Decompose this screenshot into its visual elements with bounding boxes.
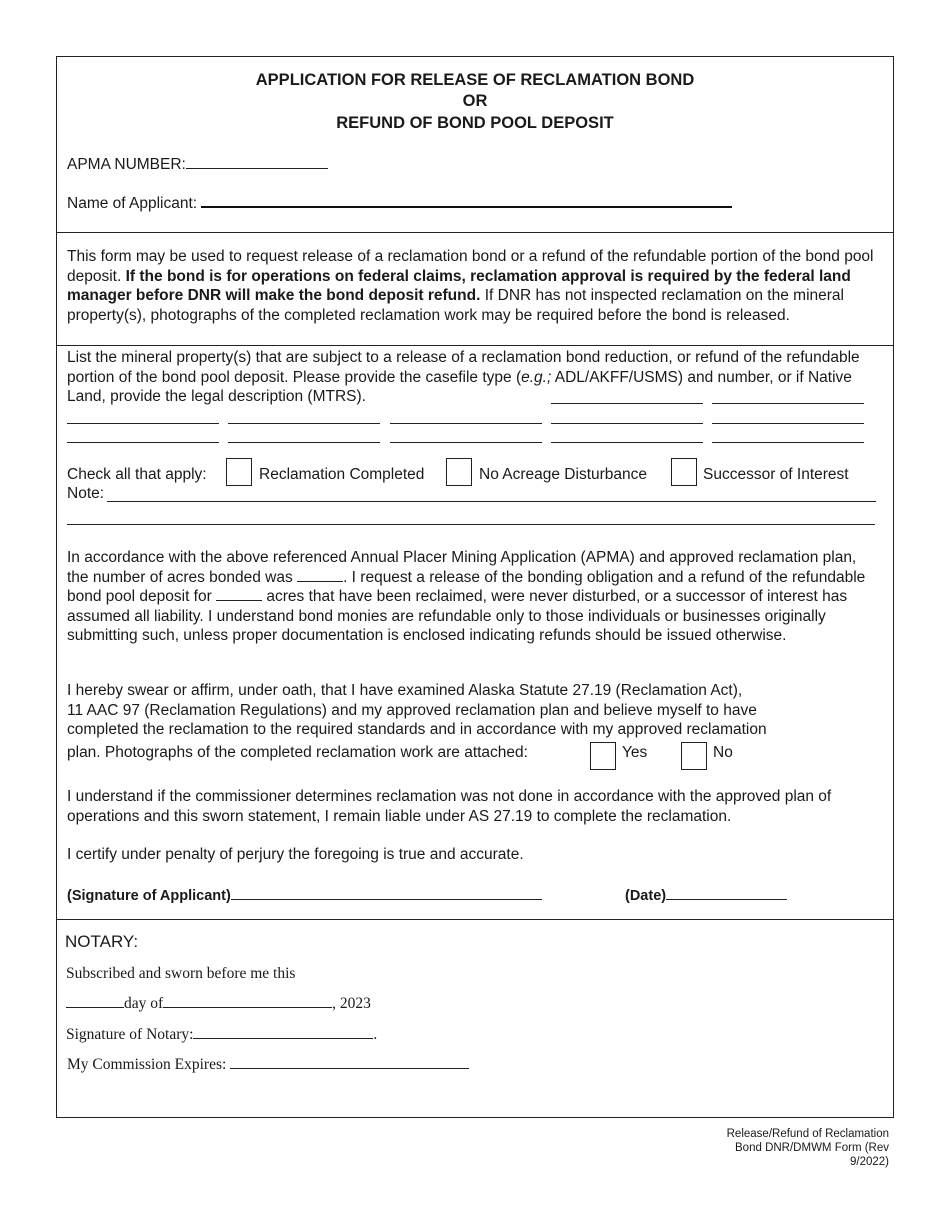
oath-line-1: I hereby swear or affirm, under oath, that I have examined Alaska Statute 27.19 (Reclamation Act), — [67, 682, 743, 699]
notary-day-field[interactable] — [66, 1007, 124, 1008]
date-field[interactable] — [666, 899, 787, 900]
photos-no-label: No — [713, 744, 733, 761]
casefile-field[interactable] — [712, 423, 864, 424]
note-field-line2[interactable] — [67, 524, 875, 525]
casefile-field[interactable] — [390, 442, 542, 443]
apma-number-row — [67, 156, 328, 174]
reclamation-completed-label: Reclamation Completed — [259, 466, 425, 483]
casefile-field[interactable] — [67, 442, 219, 443]
note-field[interactable] — [107, 501, 876, 502]
photos-yes-checkbox[interactable] — [590, 742, 616, 770]
oath-line-2: 11 AAC 97 (Reclamation Regulations) and my approved reclamation plan and believe myself to have — [67, 702, 757, 719]
applicant-signature-field[interactable] — [231, 899, 542, 900]
reclamation-completed-checkbox[interactable] — [226, 458, 252, 486]
casefile-field[interactable] — [228, 442, 380, 443]
notary-heading: NOTARY: — [65, 932, 139, 951]
notary-day-label: day of — [124, 995, 164, 1012]
casefile-field[interactable] — [551, 423, 703, 424]
notary-year: , 2023 — [332, 995, 371, 1012]
date-label: (Date) — [625, 888, 667, 904]
apma-number-label: APMA NUMBER: — [67, 156, 186, 173]
form-title-or: OR — [462, 92, 488, 110]
notary-commission-label: My Commission Expires: — [67, 1056, 227, 1073]
photos-no-checkbox[interactable] — [681, 742, 707, 770]
divider — [56, 919, 894, 920]
acres-reclaimed-field[interactable] — [216, 600, 262, 601]
notary-commission-field[interactable] — [230, 1068, 469, 1069]
form-footer: Release/Refund of Reclamation Bond DNR/DMWM Form (Rev 9/2022) — [726, 1128, 889, 1168]
apma-number-field[interactable] — [186, 168, 328, 169]
casefile-field[interactable] — [712, 442, 864, 443]
casefile-field[interactable] — [712, 403, 864, 404]
perjury-statement: I certify under penalty of perjury the foregoing is true and accurate. — [67, 846, 524, 863]
applicant-signature-label: (Signature of Applicant) — [67, 888, 231, 904]
form-subtitle: REFUND OF BOND POOL DEPOSIT — [336, 114, 614, 132]
liability-paragraph: I understand if the commissioner determines reclamation was not done in accordance with the approved plan of operations and this sworn statement, I remain liable under AS 27.19 to complete the reclamation. — [67, 788, 832, 825]
casefile-field[interactable] — [551, 403, 703, 404]
successor-of-interest-checkbox[interactable] — [671, 458, 697, 486]
notary-signature-row: Signature of Notary: . — [66, 1026, 378, 1043]
casefile-field[interactable] — [228, 423, 380, 424]
applicant-name-row — [67, 195, 732, 213]
applicant-name-label: Name of Applicant: — [67, 195, 198, 212]
notary-day-row — [66, 995, 371, 1013]
oath-line-3: completed the reclamation to the required standards and in accordance with my approved reclamation — [67, 721, 767, 738]
photos-yes-label: Yes — [622, 744, 648, 761]
divider — [56, 232, 894, 233]
applicant-name-field[interactable] — [201, 206, 732, 208]
notary-month-field[interactable] — [163, 1007, 332, 1008]
properties-paragraph: List the mineral property(s) that are subject to a release of a reclamation bond reduction, or refund of the refundable portion of the bond pool deposit. Please provide the casefile type (e.g.; ADL/AKFF/USMS) and number, or if Native Land, provide the legal description (MTRS). — [67, 349, 860, 406]
no-acreage-disturbance-checkbox[interactable] — [446, 458, 472, 486]
divider — [56, 345, 894, 346]
no-acreage-disturbance-label: No Acreage Disturbance — [479, 466, 648, 483]
note-label: Note: — [67, 485, 105, 502]
oath-line-4: plan. Photographs of the completed reclamation work are attached: — [67, 744, 528, 761]
form-title: APPLICATION FOR RELEASE OF RECLAMATION BOND — [255, 71, 695, 89]
check-all-label: Check all that apply: — [67, 466, 207, 483]
notary-signature-label: Signature of Notary: — [66, 1026, 194, 1043]
applicant-signature-row — [67, 888, 542, 904]
acreage-paragraph: In accordance with the above referenced Annual Placer Mining Application (APMA) and approved reclamation plan, the number of acres bonded was . I request a release of the bonding obligation and a refund of the refundable bond pool deposit for acres that have been reclaimed, were never disturbed, or a successor of interest has assumed all liability. I understand bond monies are refundable only to those individuals or businesses originally submitting such, unless proper documentation is enclosed indicating refunds should be issued otherwise. — [67, 549, 866, 645]
acres-bonded-field[interactable] — [297, 581, 343, 582]
casefile-field[interactable] — [67, 423, 219, 424]
notary-sworn-text: Subscribed and sworn before me this — [66, 965, 296, 982]
casefile-field[interactable] — [390, 423, 542, 424]
casefile-field[interactable] — [551, 442, 703, 443]
successor-of-interest-label: Successor of Interest — [703, 466, 849, 483]
date-row — [625, 888, 787, 904]
notary-signature-field[interactable] — [193, 1038, 373, 1039]
notary-commission-row — [67, 1056, 469, 1074]
intro-paragraph: This form may be used to request release of a reclamation bond or a refund of the refundable portion of the bond pool deposit. If the bond is for operations on federal claims, reclamation approval is required by the federal land manager before DNR will make the bond deposit refund. If DNR has not inspected reclamation on the mineral property(s), photographs of the completed reclamation work may be required before the bond is released. — [67, 248, 874, 324]
